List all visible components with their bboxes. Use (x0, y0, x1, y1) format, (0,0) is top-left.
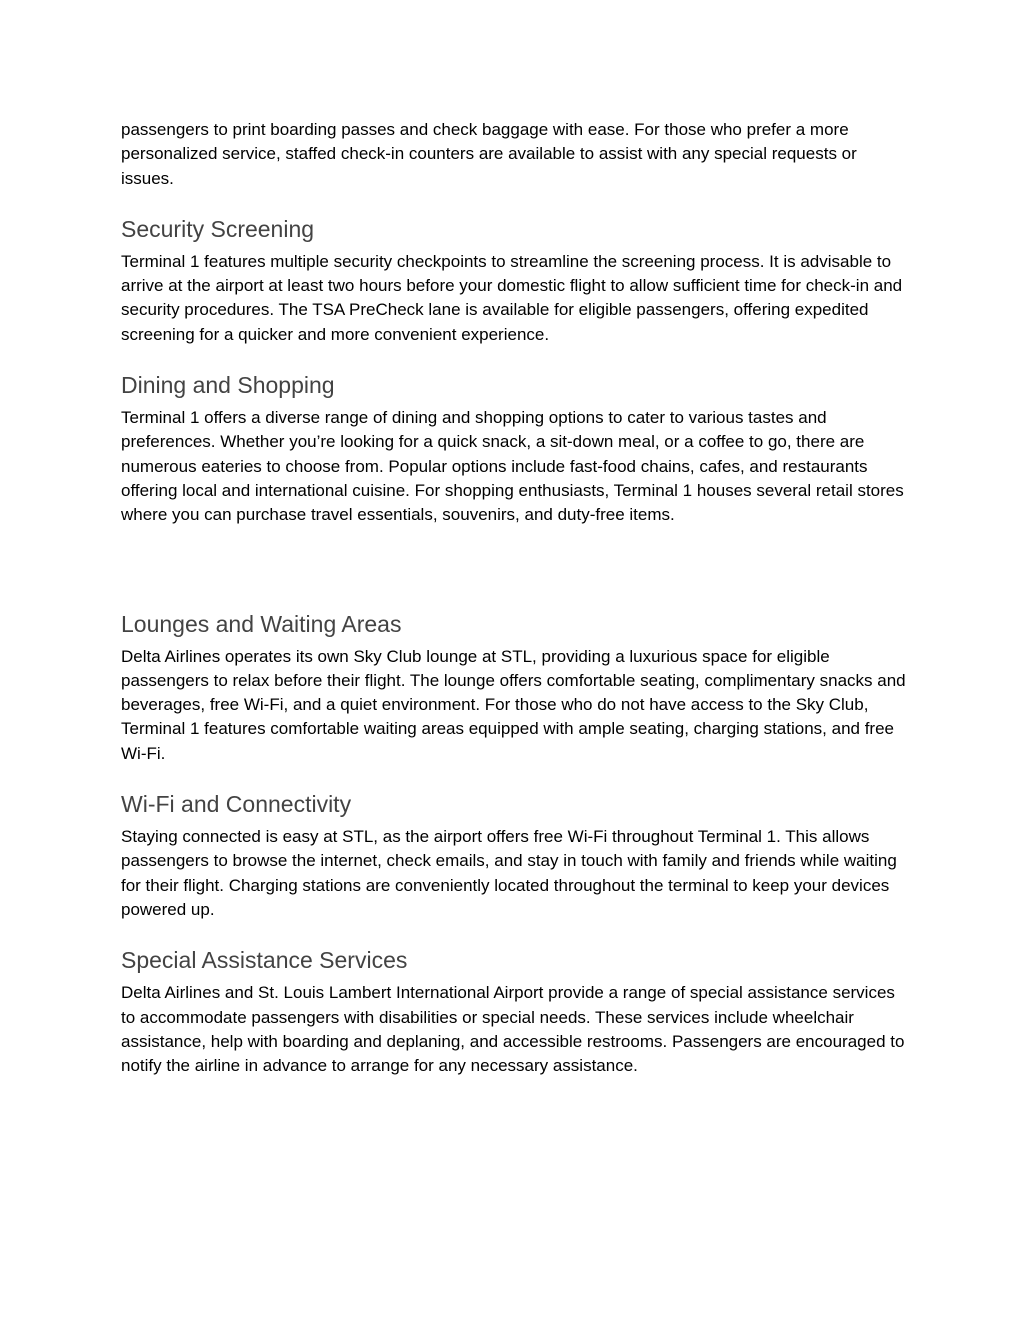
section-heading: Lounges and Waiting Areas (121, 610, 402, 637)
document-page (121, 118, 911, 1078)
section-heading: Wi-Fi and Connectivity (121, 791, 352, 818)
spacer (121, 528, 911, 610)
section-heading: Security Screening (121, 215, 315, 242)
section-dining-and-shopping (121, 371, 911, 527)
section-lounges-and-waiting-areas (121, 610, 911, 766)
spacer (121, 191, 911, 215)
section-body: Terminal 1 features multiple security checkpoints to streamline the screening process. It is advisable to arrive at the airport at least two hours before your domestic flight to allow sufficient time for check-in and security procedures. The TSA PreCheck lane is available for eligible passengers, offering expedited screening for a quicker and more convenient experience. (121, 251, 903, 344)
spacer (121, 347, 911, 371)
section-wifi-and-connectivity (121, 790, 911, 922)
spacer (121, 922, 911, 946)
section-heading: Dining and Shopping (121, 372, 335, 399)
section-body: Terminal 1 offers a diverse range of dining and shopping options to cater to various tastes and preferences. Whether you’re looking for a quick snack, a sit-down meal, or a coffee to go, there are numerous eateries to choose from. Popular options include fast-food chains, cafes, and restaurants offering local and international cuisine. For shopping enthusiasts, Terminal 1 houses several retail stores where you can purchase travel essentials, souvenirs, and duty-free items. (121, 408, 904, 525)
section-special-assistance-services (121, 946, 911, 1078)
section-heading: Special Assistance Services (121, 947, 408, 974)
section-security-screening (121, 215, 911, 347)
spacer (121, 766, 911, 790)
section-body: Staying connected is easy at STL, as the airport offers free Wi-Fi throughout Terminal 1. This allows passengers to browse the internet, check emails, and stay in touch with family and friends while waiting for their flight. Charging stations are conveniently located throughout the terminal to keep your devices powered up. (121, 827, 897, 919)
intro-paragraph: passengers to print boarding passes and check baggage with ease. For those who prefer a more personalized service, staffed check-in counters are available to assist with any special requests or issues. (121, 120, 857, 188)
section-body: Delta Airlines operates its own Sky Club lounge at STL, providing a luxurious space for eligible passengers to relax before their flight. The lounge offers comfortable seating, complimentary snacks and beverages, free Wi-Fi, and a quiet environment. For those who do not have access to the Sky Club, Terminal 1 features comfortable waiting areas equipped with ample seating, charging stations, and free Wi-Fi. (121, 646, 906, 763)
section-body: Delta Airlines and St. Louis Lambert International Airport provide a range of special assistance services to accommodate passengers with disabilities or special needs. These services include wheelchair assistance, help with boarding and deplaning, and accessible restrooms. Passengers are encouraged to notify the airline in advance to arrange for any necessary assistance. (121, 983, 905, 1076)
